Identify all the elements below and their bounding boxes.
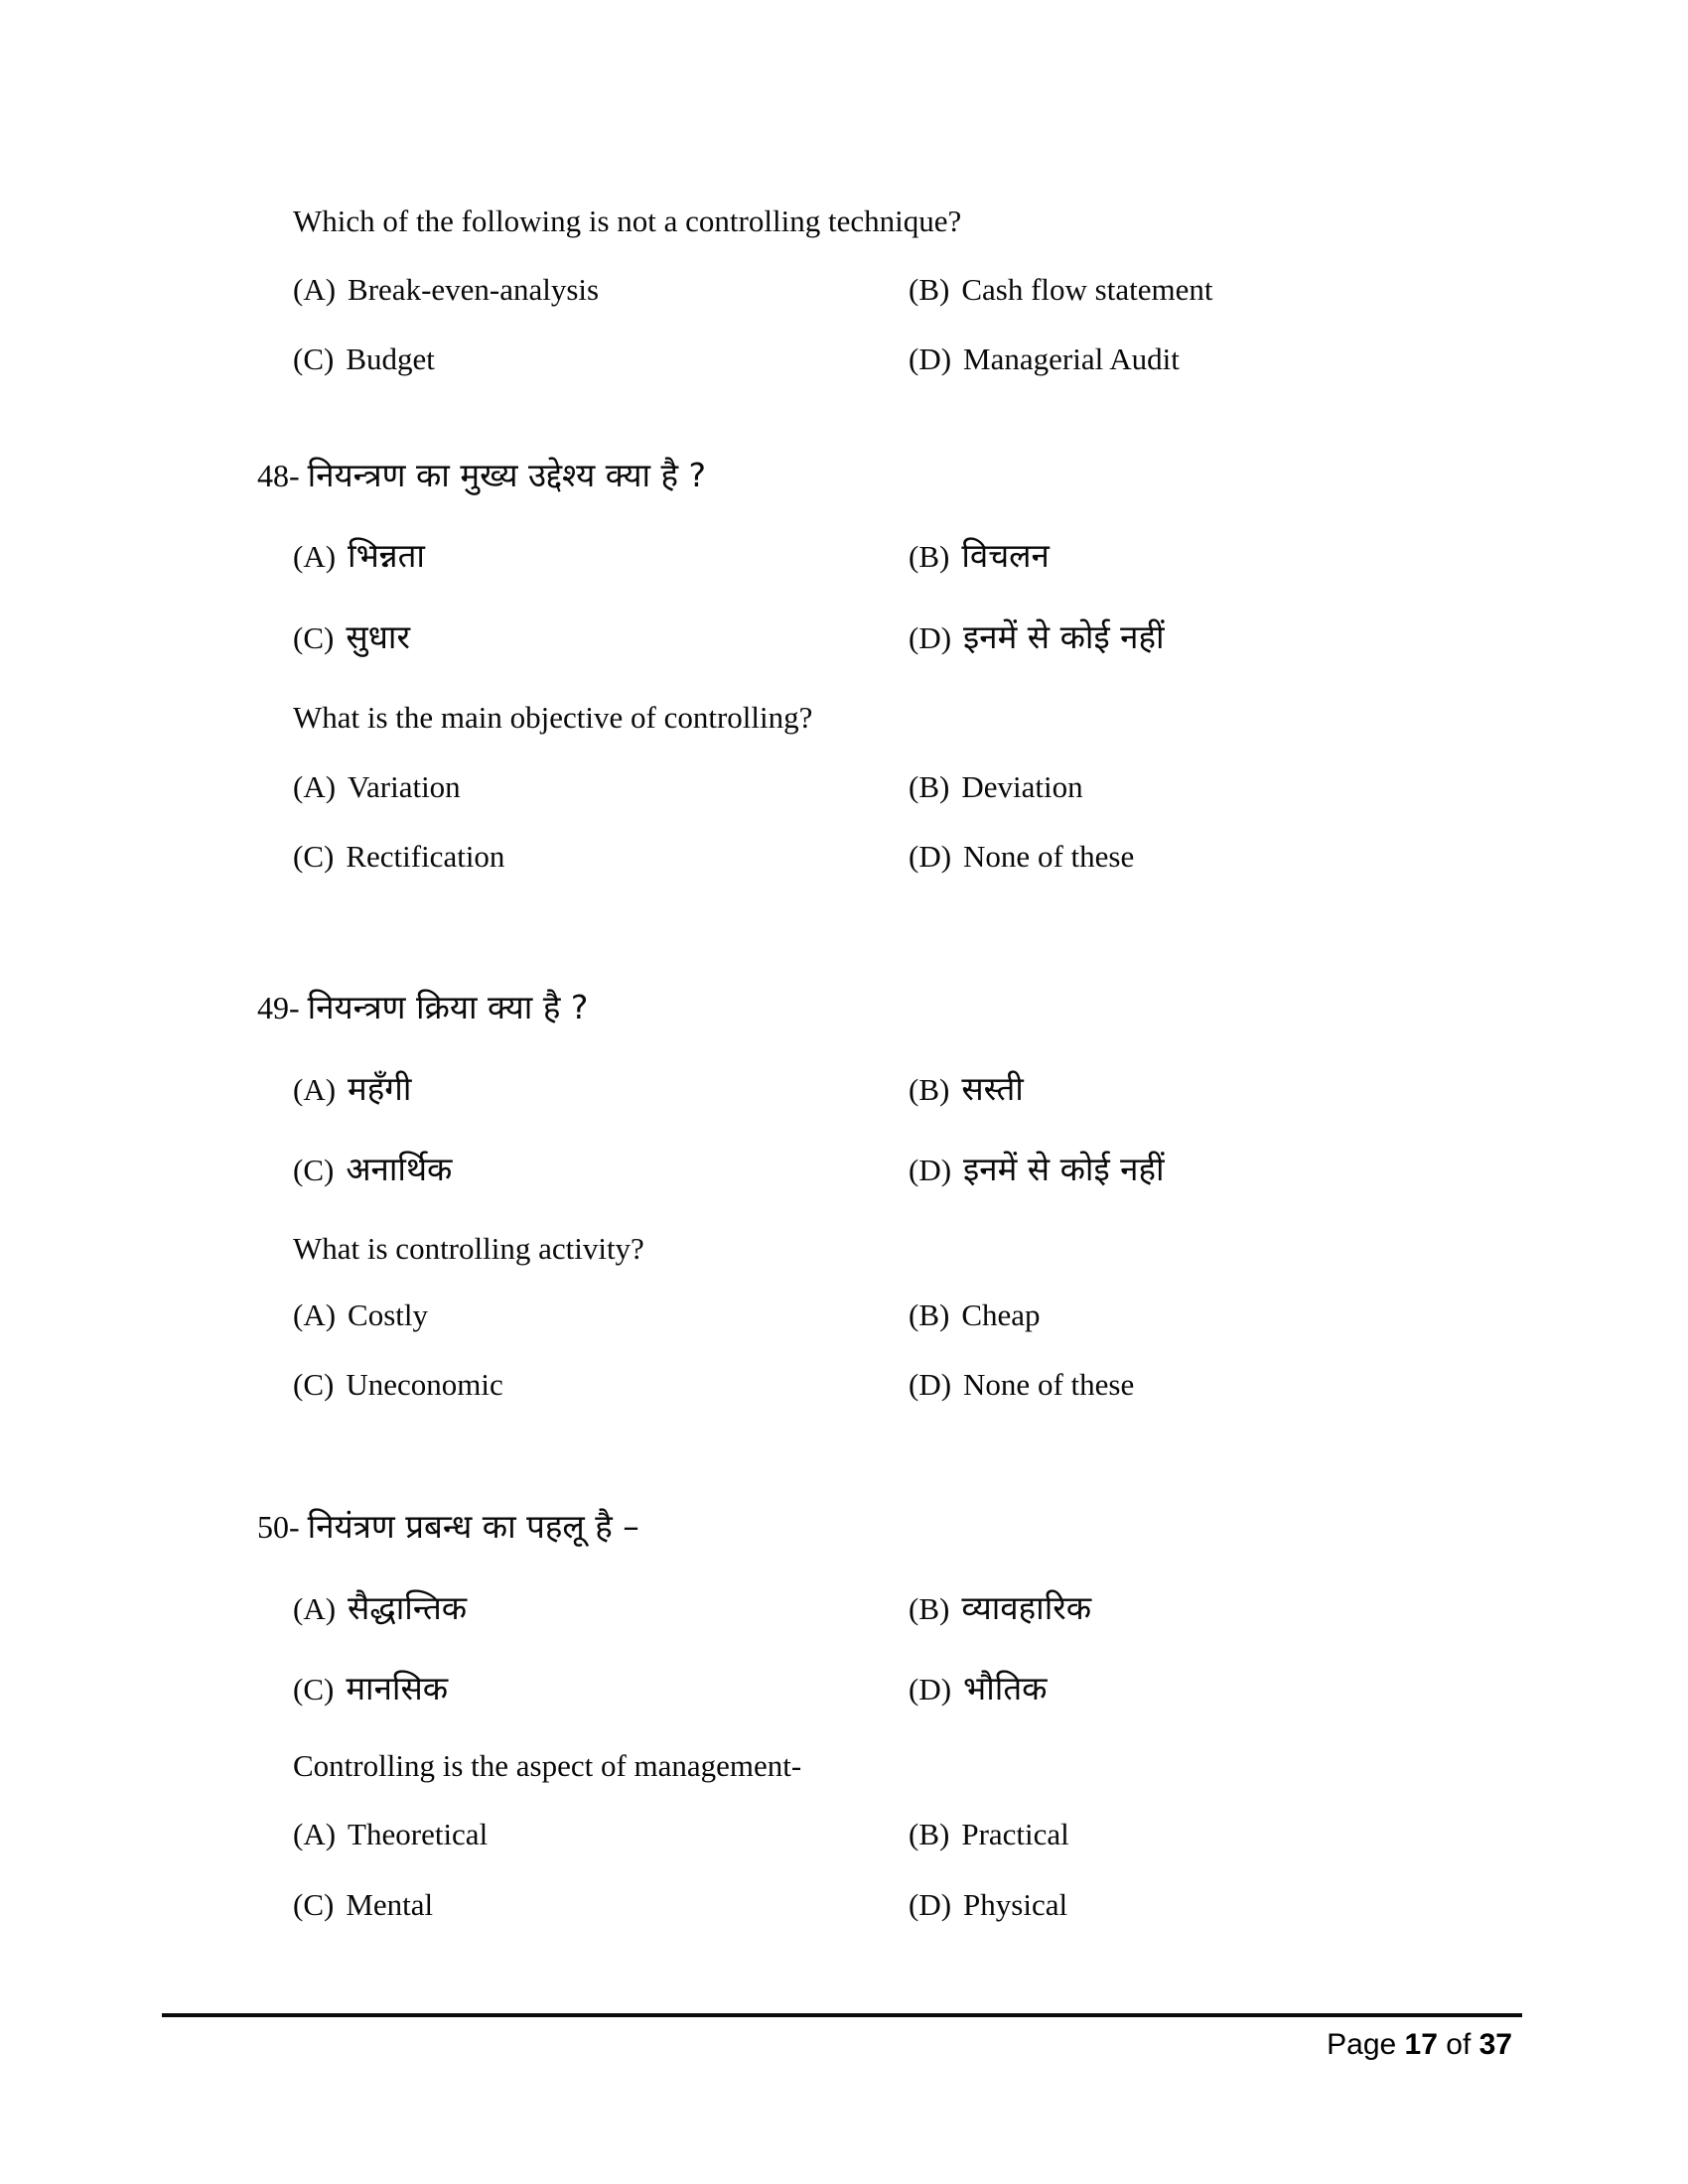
option-text: Cheap <box>961 1297 1041 1332</box>
option-label: (D) <box>909 839 952 874</box>
question-49-heading <box>257 984 588 1031</box>
option-label: (D) <box>909 1672 952 1706</box>
option-text: इनमें से कोई नहीं <box>963 617 1165 656</box>
option-text: Rectification <box>346 839 505 874</box>
question-48-heading <box>257 452 706 499</box>
option-text: व्यावहारिक <box>961 1588 1092 1627</box>
question-50-heading <box>257 1503 639 1551</box>
option-label: (B) <box>909 539 950 574</box>
option-text: इनमें से कोई नहीं <box>963 1150 1165 1188</box>
option-text: Practical <box>961 1817 1069 1851</box>
option-b <box>909 1584 1091 1632</box>
option-label: (B) <box>909 272 950 307</box>
option-text: मानसिक <box>346 1669 449 1707</box>
option-b <box>909 763 1083 811</box>
option-b <box>909 266 1212 314</box>
option-text: None of these <box>963 1367 1135 1402</box>
option-label: (B) <box>909 1817 950 1851</box>
option-b <box>909 532 1050 580</box>
option-label: (C) <box>293 1672 335 1706</box>
option-c <box>293 833 504 881</box>
option-c <box>293 336 435 383</box>
option-c <box>293 1881 433 1929</box>
option-text: सस्ती <box>961 1069 1024 1108</box>
english-question-text: What is the main objective of controlling? <box>293 700 813 735</box>
option-text: सुधार <box>346 617 410 656</box>
option-label: (A) <box>293 1072 337 1107</box>
option-text: Budget <box>346 341 435 376</box>
option-d <box>909 614 1165 661</box>
option-label: (C) <box>293 620 335 655</box>
option-a <box>293 1811 488 1858</box>
option-label: (A) <box>293 1297 337 1332</box>
option-label: (C) <box>293 1367 335 1402</box>
option-a <box>293 532 425 580</box>
option-text: भौतिक <box>963 1669 1048 1707</box>
option-label: (A) <box>293 539 337 574</box>
option-label: (A) <box>293 1817 337 1851</box>
option-b <box>909 1292 1041 1339</box>
option-label: (B) <box>909 769 950 804</box>
option-label: (C) <box>293 839 335 874</box>
option-d <box>909 1665 1048 1712</box>
option-c <box>293 614 410 661</box>
option-d <box>909 1361 1134 1409</box>
option-label: (D) <box>909 1367 952 1402</box>
question-number: 48- <box>257 458 300 493</box>
option-label: (A) <box>293 769 337 804</box>
option-label: (C) <box>293 1887 335 1922</box>
footer-divider <box>162 2013 1522 2017</box>
option-text: Deviation <box>961 769 1083 804</box>
option-b <box>909 1811 1069 1858</box>
option-label: (C) <box>293 1153 335 1187</box>
option-text: Managerial Audit <box>963 341 1180 376</box>
option-c <box>293 1665 448 1712</box>
hindi-question-text: नियन्त्रण क्रिया क्या है ? <box>307 988 589 1026</box>
option-b <box>909 1065 1024 1113</box>
option-a <box>293 266 599 314</box>
option-d <box>909 833 1134 881</box>
hindi-question-text: नियंत्रण प्रबन्ध का पहलू है – <box>307 1507 639 1546</box>
option-label: (D) <box>909 341 952 376</box>
option-label: (A) <box>293 1591 337 1626</box>
question-number: 49- <box>257 990 300 1025</box>
option-text: महँगी <box>348 1069 412 1108</box>
option-a <box>293 1584 467 1632</box>
option-label: (C) <box>293 341 335 376</box>
option-d <box>909 1881 1067 1929</box>
option-label: (B) <box>909 1072 950 1107</box>
english-question-text: Which of the following is not a controlling technique? <box>293 204 962 238</box>
option-text: Physical <box>963 1887 1068 1922</box>
option-label: (D) <box>909 1887 952 1922</box>
option-a <box>293 763 461 811</box>
footer-total-pages: 37 <box>1478 2028 1512 2061</box>
option-label: (D) <box>909 1153 952 1187</box>
option-text: सैद्धान्तिक <box>348 1588 468 1627</box>
option-text: None of these <box>963 839 1135 874</box>
page-footer <box>1327 2023 1512 2067</box>
option-a <box>293 1065 411 1113</box>
option-text: भिन्नता <box>348 536 425 575</box>
hindi-question-text: नियन्त्रण का मुख्य उद्देश्य क्या है ? <box>307 456 707 494</box>
option-c <box>293 1146 452 1193</box>
option-text: Costly <box>348 1297 429 1332</box>
question-number: 50- <box>257 1509 300 1545</box>
option-text: Theoretical <box>348 1817 489 1851</box>
footer-of-label: of <box>1437 2028 1479 2061</box>
option-text: Mental <box>346 1887 434 1922</box>
option-label: (A) <box>293 272 337 307</box>
option-text: अनार्थिक <box>346 1150 453 1188</box>
english-question-text: What is controlling activity? <box>293 1231 644 1266</box>
option-c <box>293 1361 503 1409</box>
option-label: (B) <box>909 1297 950 1332</box>
footer-page-number: 17 <box>1404 2028 1438 2061</box>
option-d <box>909 336 1180 383</box>
option-label: (B) <box>909 1591 950 1626</box>
option-label: (D) <box>909 620 952 655</box>
option-d <box>909 1146 1165 1193</box>
footer-page-label: Page <box>1327 2028 1405 2061</box>
option-a <box>293 1292 428 1339</box>
option-text: Break-even-analysis <box>348 272 600 307</box>
option-text: विचलन <box>961 536 1050 575</box>
english-question-text: Controlling is the aspect of management- <box>293 1748 802 1783</box>
option-text: Uneconomic <box>346 1367 503 1402</box>
option-text: Variation <box>348 769 461 804</box>
option-text: Cash flow statement <box>961 272 1213 307</box>
